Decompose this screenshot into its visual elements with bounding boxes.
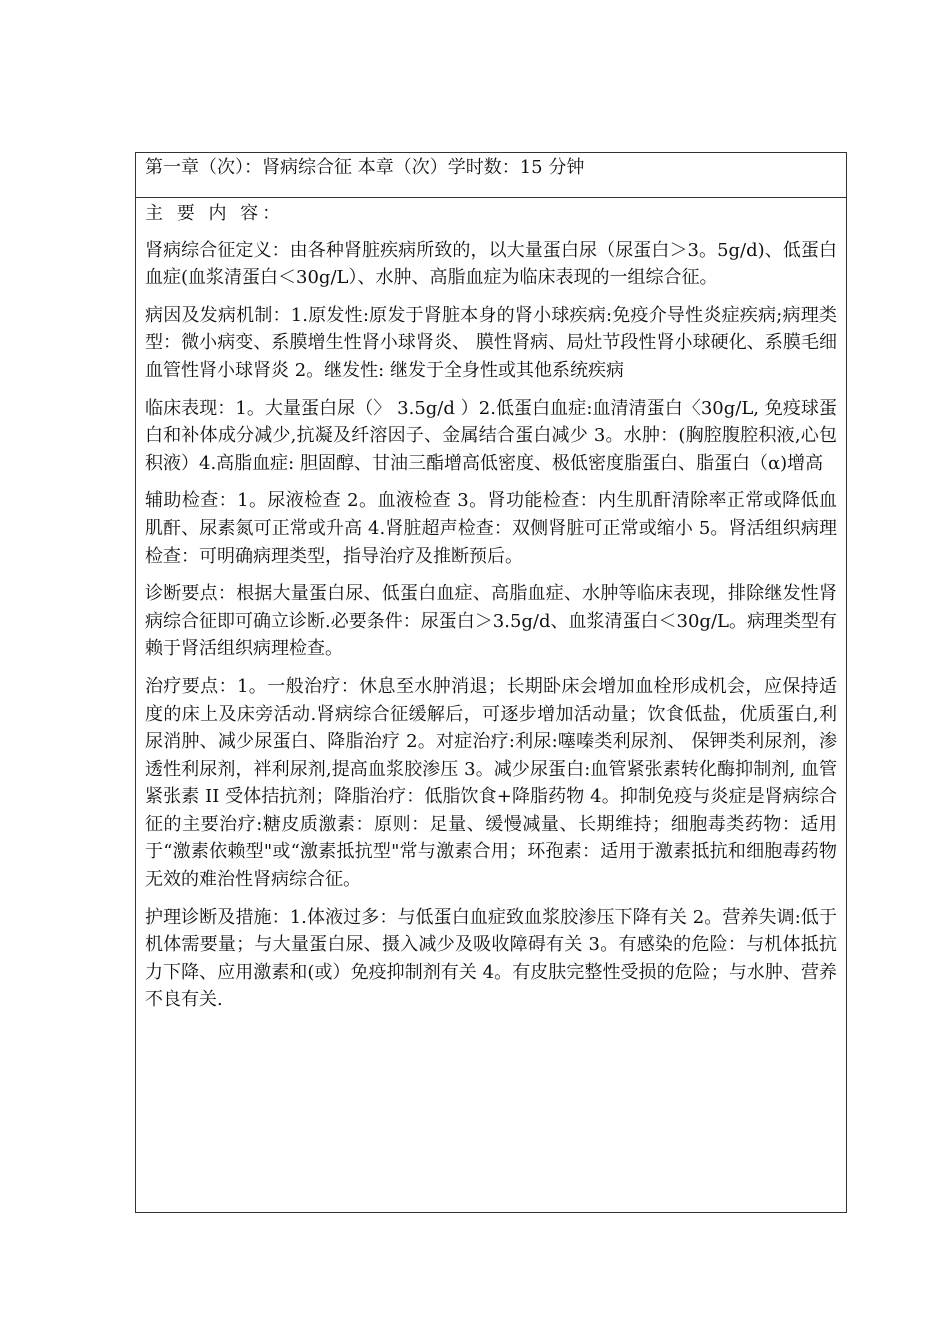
definition-paragraph: 肾病综合征定义：由各种肾脏疾病所致的，以大量蛋白尿（尿蛋白＞3。5g/d)、低蛋白血症(血浆清蛋白＜30g/L）、水肿、高脂血症为临床表现的一组综合征。	[145, 239, 837, 289]
diagnosis-paragraph: 诊断要点：根据大量蛋白尿、低蛋白血症、高脂血症、水肿等临床表现，排除继发性肾病综合征即可确立诊断.必要条件：尿蛋白＞3.5g/d、血浆清蛋白＜30g/L。病理类型有赖于肾活组织病理检查。	[145, 583, 837, 660]
etiology-paragraph: 病因及发病机制：1.原发性:原发于肾脏本身的肾小球疾病:免疫介导性炎症疾病;病理类型：微小病变、系膜增生性肾小球肾炎、 膜性肾病、局灶节段性肾小球硬化、系膜毛细血管性肾小球肾炎 2。继发性: 继发于全身性或其他系统疾病	[145, 304, 837, 381]
chapter-header-text: 第一章（次）：肾病综合征 本章（次）学时数：15 分钟	[145, 157, 585, 178]
auxiliary-exam-paragraph: 辅助检查：1。尿液检查 2。血液检查 3。肾功能检查：内生肌酐清除率正常或降低血肌酐、尿素氮可正常或升高 4.肾脏超声检查：双侧肾脏可正常或缩小 5。肾活组织病理检查：可明确病理类型，指导治疗及推断预后。	[145, 490, 837, 567]
clinical-paragraph: 临床表现：1。大量蛋白尿（〉 3.5g/d ）2.低蛋白血症:血清清蛋白〈30g/L, 免疫球蛋白和补体成分减少,抗凝及纤溶因子、金属结合蛋白减少 3。水肿：(胸腔腹腔积液,心包积液）4.高脂血症: 胆固醇、甘油三酯增高低密度、极低密度脂蛋白、脂蛋白（α)增高	[145, 397, 837, 474]
chapter-header-row	[136, 153, 846, 198]
content-heading: 主 要 内 容：	[145, 203, 285, 224]
lesson-plan-table	[135, 152, 847, 1213]
nursing-paragraph: 护理诊断及措施：1.体液过多：与低蛋白血症致血浆胶渗压下降有关 2。营养失调:低于机体需要量；与大量蛋白尿、摄入减少及吸收障碍有关 3。有感染的危险：与机体抵抗力下降、应用激素和(或）免疫抑制剂有关 4。有皮肤完整性受损的危险；与水肿、营养不良有关.	[145, 906, 837, 1011]
main-content-cell	[136, 198, 846, 1212]
treatment-paragraph: 治疗要点：1。一般治疗：休息至水肿消退；长期卧床会增加血栓形成机会，应保持适度的床上及床旁活动.肾病综合征缓解后，可逐步增加活动量；饮食低盐，优质蛋白,利尿消肿、减少尿蛋白、降脂治疗 2。对症治疗:利尿:噻嗪类利尿剂、 保钾类利尿剂，渗透性利尿剂，袢利尿剂,提高血浆胶渗压 3。减少尿蛋白:血管紧张素转化酶抑制剂, 血管紧张素 II 受体拮抗剂；降脂治疗：低脂饮食+降脂药物 4。抑制免疫与炎症是肾病综合征的主要治疗:糖皮质激素：原则：足量、缓慢减量、长期维持；细胞毒类药物：适用于“激素依赖型"或“激素抵抗型"常与激素合用；环孢素：适用于激素抵抗和细胞毒药物无效的难治性肾病综合征。	[145, 675, 837, 891]
